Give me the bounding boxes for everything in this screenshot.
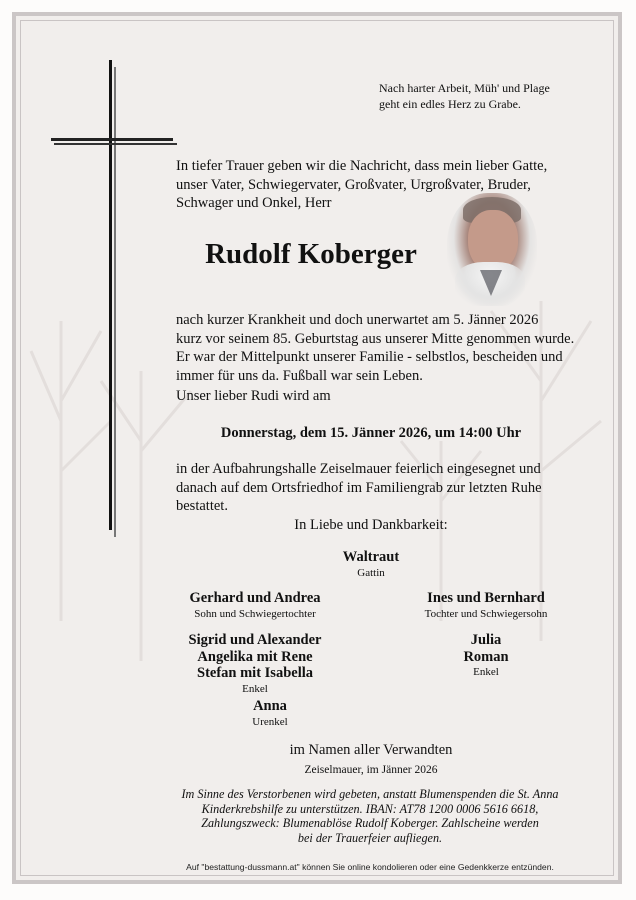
mourner-name: Waltraut (342, 549, 400, 565)
paragraph-line: Er war der Mittelpunkt unserer Familie - selbstlos, bescheiden und (176, 349, 563, 365)
paragraph-line: bestattet. (176, 498, 228, 514)
death-paragraph (176, 311, 574, 385)
cross-horizontal-bar (51, 138, 173, 141)
motto (379, 80, 550, 112)
relatives-line: im Namen aller Verwandten (289, 742, 453, 758)
cross-vertical-bar (109, 60, 112, 530)
love-line: In Liebe und Dankbarkeit: (294, 517, 448, 533)
paragraph-line: danach auf dem Ortsfriedhof im Familiengrab zur letzten Ruhe (176, 479, 542, 496)
motto-line: geht ein edles Herz zu Grabe. (379, 97, 521, 111)
place-date: Zeiselmauer, im Jänner 2026 (304, 764, 438, 776)
mourner-role: Enkel (473, 666, 499, 678)
mourner-name: Roman (463, 648, 509, 665)
footer-condolence-text: Auf "bestattung-dussmann.at" können Sie online kondolieren oder eine Gedenkkerze entzünden. (186, 862, 554, 872)
note-line: Kinderkrebshilfe zu unterstützen. IBAN: AT78 1200 0006 5616 6618, (201, 801, 539, 816)
mourner-name: Angelika mit Rene (197, 648, 313, 665)
funeral-date: Donnerstag, dem 15. Jänner 2026, um 14:00 Uhr (220, 425, 522, 441)
paragraph-line: immer für uns da. Fußball war sein Leben. (176, 367, 423, 384)
rudi-line: Unser lieber Rudi wird am (176, 388, 331, 404)
mourner-name: Anna (253, 698, 287, 714)
mourner-grandchildren-left (155, 632, 355, 696)
paragraph-line: in der Aufbahrungshalle Zeiselmauer feierlich eingesegnet und (176, 461, 541, 477)
mourner-grandchildren-right (386, 632, 586, 679)
paragraph-line: kurz vor seinem 85. Geburtstag aus unserer Mitte genommen wurde. (176, 330, 575, 347)
cross-horizontal-shadow (54, 143, 177, 145)
mourner-daughter (386, 590, 586, 621)
paragraph-line: nach kurzer Krankheit und doch unerwartet am 5. Jänner 2026 (176, 312, 539, 328)
mourner-name: Stefan mit Isabella (197, 665, 313, 681)
motto-line: Nach harter Arbeit, Müh' und Plage (379, 81, 550, 95)
deceased-name: Rudolf Koberger (205, 238, 417, 270)
mourner-name: Sigrid und Alexander (188, 632, 322, 648)
intro-line: Schwager und Onkel, Herr (176, 195, 332, 211)
mourner-name: Gerhard und Andrea (189, 590, 321, 606)
intro-line: In tiefer Trauer geben wir die Nachricht, dass mein lieber Gatte, (176, 158, 548, 174)
note-line: bei der Trauerfeier aufliegen. (297, 830, 443, 845)
mourner-spouse (271, 549, 471, 580)
donation-note (170, 787, 570, 845)
note-line: Zahlungszweck: Blumenablöse Rudolf Koberger. Zahlscheine werden (201, 816, 539, 830)
mourner-name: Ines und Bernhard (427, 590, 545, 606)
mourner-great-grandchild (170, 698, 370, 729)
mourner-role: Tochter und Schwiegersohn (424, 607, 548, 620)
mourner-role: Gattin (357, 566, 385, 579)
mourner-name: Julia (470, 632, 502, 648)
mourner-son (155, 590, 355, 621)
mourner-role: Sohn und Schwiegertochter (194, 607, 316, 620)
note-line: Im Sinne des Verstorbenen wird gebeten, anstatt Blumenspenden die St. Anna (181, 787, 559, 801)
mourner-role: Enkel (242, 682, 268, 695)
intro-line: unser Vater, Schwiegervater, Großvater, Urgroßvater, Bruder, (176, 176, 531, 193)
ceremony-paragraph (176, 460, 542, 516)
mourner-role: Urenkel (252, 715, 288, 728)
